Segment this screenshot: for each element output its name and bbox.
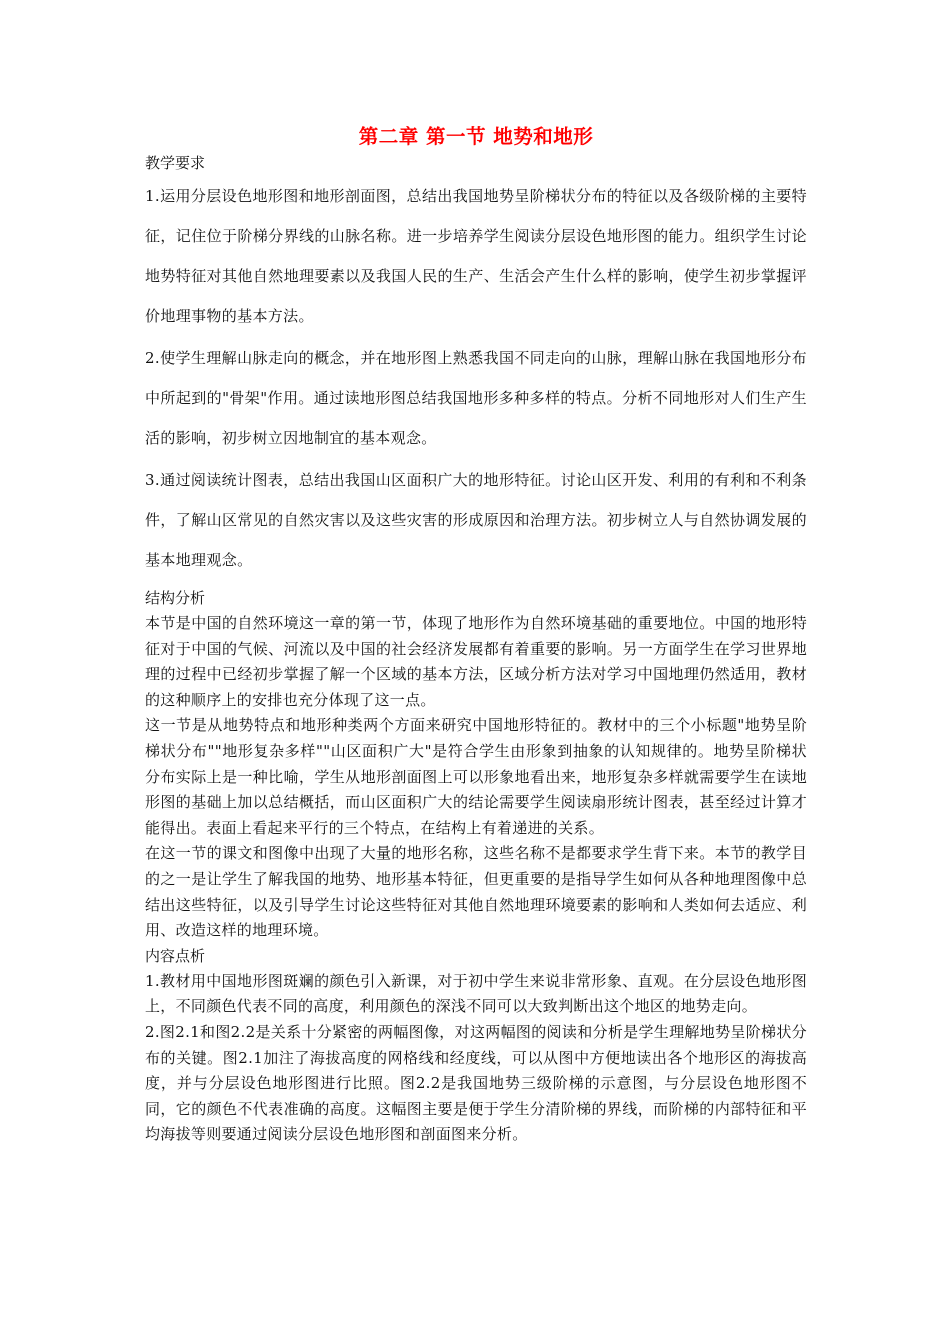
paragraph: 3.通过阅读统计图表，总结出我国山区面积广大的地形特征。讨论山区开发、利用的有利和不利条件，了解山区常见的自然灾害以及这些灾害的形成原因和治理方法。初步树立人与自然协调发展的基本地理观念。: [145, 471, 807, 569]
paragraph: 本节是中国的自然环境这一章的第一节，体现了地形作为自然环境基础的重要地位。中国的地形特征对于中国的气候、河流以及中国的社会经济发展都有着重要的影响。另一方面学生在学习世界地理的过程中已经初步掌握了解一个区域的基本方法，区域分析方法对学习中国地理仍然适用，教材的这种顺序上的安排也充分体现了这一点。: [145, 614, 807, 709]
section-heading-structure-analysis: 结构分析: [145, 589, 206, 607]
paragraph: 2.图2.1和图2.2是关系十分紧密的两幅图像，对这两幅图的阅读和分析是学生理解地势呈阶梯状分布的关键。图2.1加注了海拔高度的网格线和经度线，可以从图中方便地读出各个地形区的海拔高度，并与分层设色地形图进行比照。图2.2是我国地势三级阶梯的示意图，与分层设色地形图不同，它的颜色不代表准确的高度。这幅图主要是便于学生分清阶梯的界线，而阶梯的内部特征和平均海拔等则要通过阅读分层设色地形图和剖面图来分析。: [145, 1022, 807, 1144]
paragraph: 1.教材用中国地形图斑斓的颜色引入新课，对于初中学生来说非常形象、直观。在分层设色地形图上，不同颜色代表不同的高度，利用颜色的深浅不同可以大致判断出这个地区的地势走向。: [145, 971, 807, 1016]
paragraph: 1.运用分层设色地形图和地形剖面图，总结出我国地势呈阶梯状分布的特征以及各级阶梯的主要特征，记住位于阶梯分界线的山脉名称。进一步培养学生阅读分层设色地形图的能力。组织学生讨论地势特征对其他自然地理要素以及我国人民的生产、生活会产生什么样的影响，使学生初步掌握评价地理事物的基本方法。: [145, 187, 807, 325]
paragraph: 在这一节的课文和图像中出现了大量的地形名称，这些名称不是都要求学生背下来。本节的教学目的之一是让学生了解我国的地势、地形基本特征，但更重要的是指导学生如何从各种地理图像中总结出这些特征，以及引导学生讨论这些特征对其他自然地理环境要素的影响和人类如何去适应、利用、改造这样的地理环境。: [145, 844, 807, 940]
paragraph: 这一节是从地势特点和地形种类两个方面来研究中国地形特征的。教材中的三个小标题"地势呈阶梯状分布""地形复杂多样""山区面积广大"是符合学生由形象到抽象的认知规律的。地势呈阶梯状分布实际上是一种比喻，学生从地形剖面图上可以形象地看出来，地形复杂多样就需要学生在读地形图的基础上加以总结概括，而山区面积广大的结论需要学生阅读扇形统计图表，甚至经过计算才能得出。表面上看起来平行的三个特点，在结构上有着递进的关系。: [145, 716, 807, 837]
section-heading-teaching-requirements: 教学要求: [145, 154, 206, 172]
document-body: [145, 124, 807, 1148]
paragraph: 2.使学生理解山脉走向的概念，并在地形图上熟悉我国不同走向的山脉，理解山脉在我国地形分布中所起到的"骨架"作用。通过读地形图总结我国地形多种多样的特点。分析不同地形对人们生产生活的影响，初步树立因地制宜的基本观念。: [145, 349, 807, 447]
page-title: 第二章 第一节 地势和地形: [358, 125, 594, 148]
section-heading-content-analysis: 内容点析: [145, 946, 206, 965]
